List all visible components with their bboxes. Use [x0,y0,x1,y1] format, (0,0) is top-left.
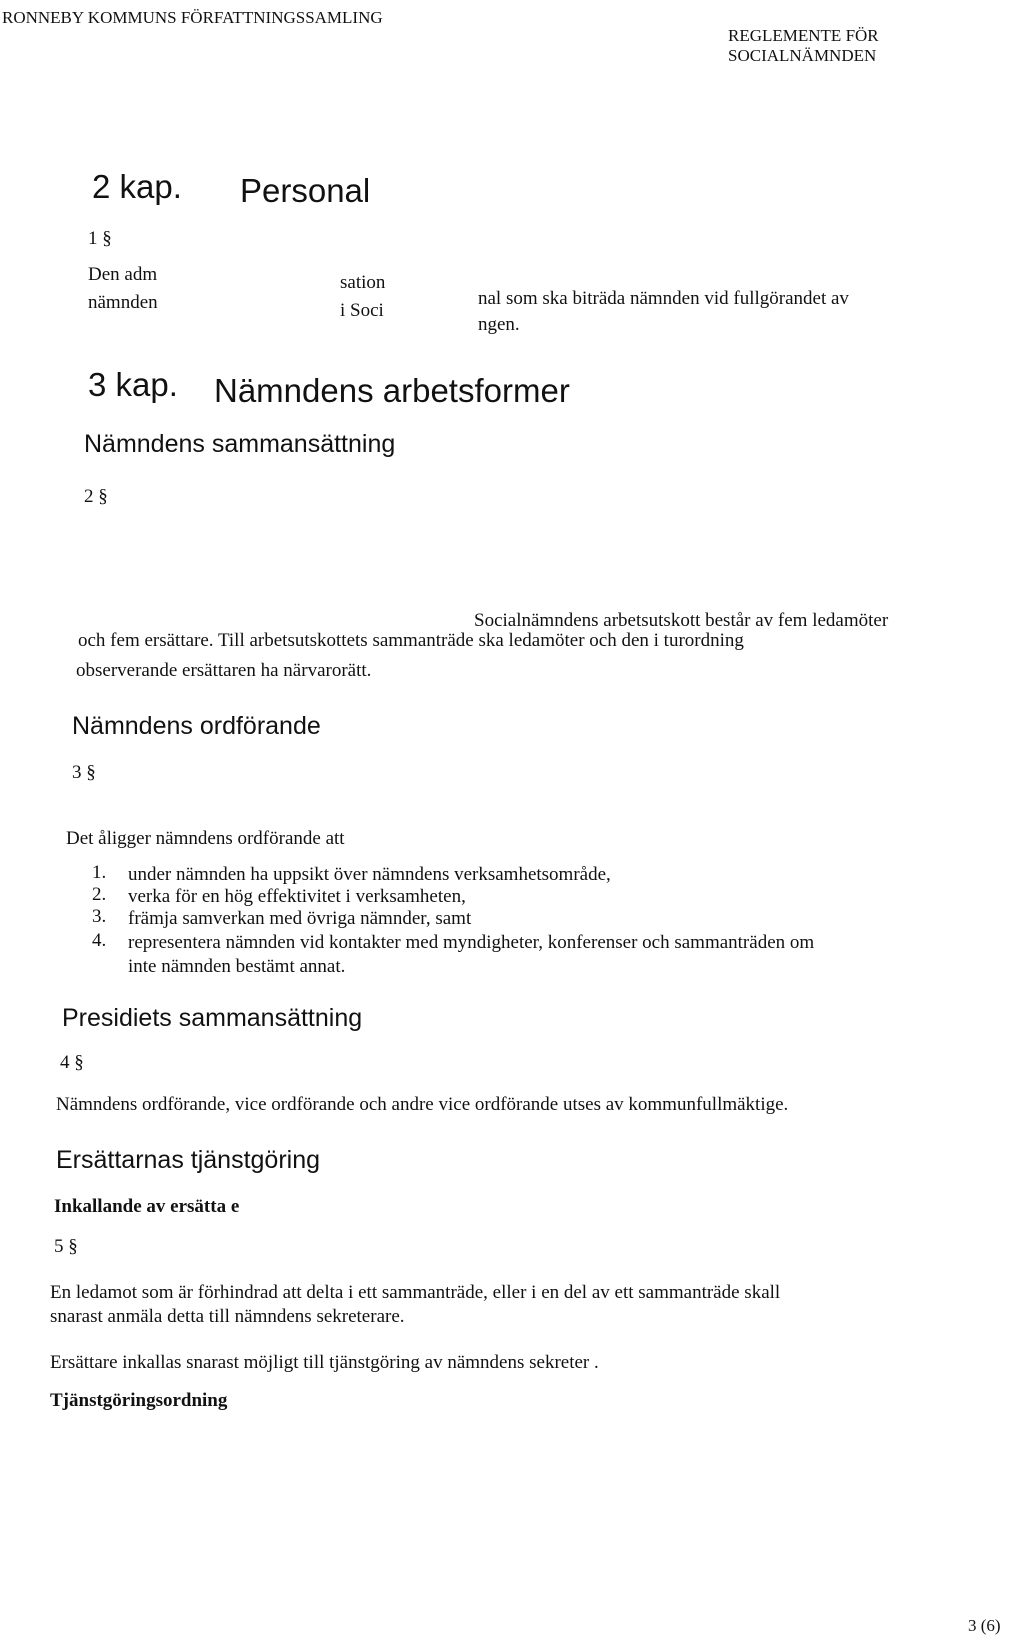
list-number: 1. [92,862,107,883]
section-5-mark: 5 § [54,1236,78,1257]
section-1-fragment: i Soci [340,300,384,321]
list-item: under nämnden ha uppsikt över nämndens verksamhetsområde, [128,864,611,885]
section-1-fragment: nämnden [88,292,158,313]
substitutes-heading: Ersättarnas tjänstgöring [56,1146,321,1174]
chapter-3-number: 3 kap. [88,366,178,403]
section-1-fragment: Den adm [88,264,158,285]
presidium-heading: Presidiets sammansättning [62,1004,363,1032]
composition-heading: Nämndens sammansättning [84,430,396,458]
section-2-mark: 2 § [84,486,108,507]
chapter-2-title: Personal [240,172,371,209]
page-number: 3 (6) [968,1616,1001,1635]
substitutes-para2: Ersättare inkallas snarast möjligt till tjänstgöring av nämndens sekreter . [50,1352,599,1373]
composition-line1: Socialnämndens arbetsutskott består av fem ledamöter [474,610,889,631]
list-item: representera nämnden vid kontakter med myndigheter, konferenser och sammanträden om [128,932,815,953]
header-right-line1: REGLEMENTE FÖR [728,26,879,45]
composition-line2: och fem ersättare. Till arbetsutskottets sammanträde ska ledamöter och den i turordning [78,630,744,651]
presidium-text: Nämndens ordförande, vice ordförande och andre vice ordförande utses av kommunfullmäktige. [56,1094,789,1115]
list-number: 4. [92,930,107,951]
list-number: 3. [92,906,107,927]
list-item-continuation: inte nämnden bestämt annat. [128,956,346,977]
list-item: verka för en hög effektivitet i verksamheten, [128,886,466,907]
section-1-mark: 1 § [88,228,112,249]
section-1-fragment: sation [340,272,386,293]
section-1-fragment: nal som ska biträda nämnden vid fullgörandet av [478,288,849,309]
list-item: främja samverkan med övriga nämnder, samt [128,908,472,929]
substitutes-para1-line2: snarast anmäla detta till nämndens sekreterare. [50,1306,405,1327]
header-left: RONNEBY KOMMUNS FÖRFATTNINGSSAMLING [2,8,383,27]
chapter-3-title: Nämndens arbetsformer [214,372,570,409]
chair-heading: Nämndens ordförande [72,712,321,740]
header-right-line2: SOCIALNÄMNDEN [728,46,877,65]
list-number: 2. [92,884,107,905]
substitutes-para1-line1: En ledamot som är förhindrad att delta i ett sammanträde, eller i en del av ett sammanträde skall [50,1282,781,1303]
section-3-mark: 3 § [72,762,96,783]
tjanstgoring-subheading: Tjänstgöringsordning [50,1390,228,1411]
section-4-mark: 4 § [60,1052,84,1073]
substitutes-subheading: Inkallande av ersätta e [54,1196,240,1217]
chapter-2-number: 2 kap. [92,168,182,205]
section-1-fragment: ngen. [478,314,520,335]
composition-line3: observerande ersättaren ha närvarorätt. [76,660,372,681]
chair-intro: Det åligger nämndens ordförande att [66,828,345,849]
